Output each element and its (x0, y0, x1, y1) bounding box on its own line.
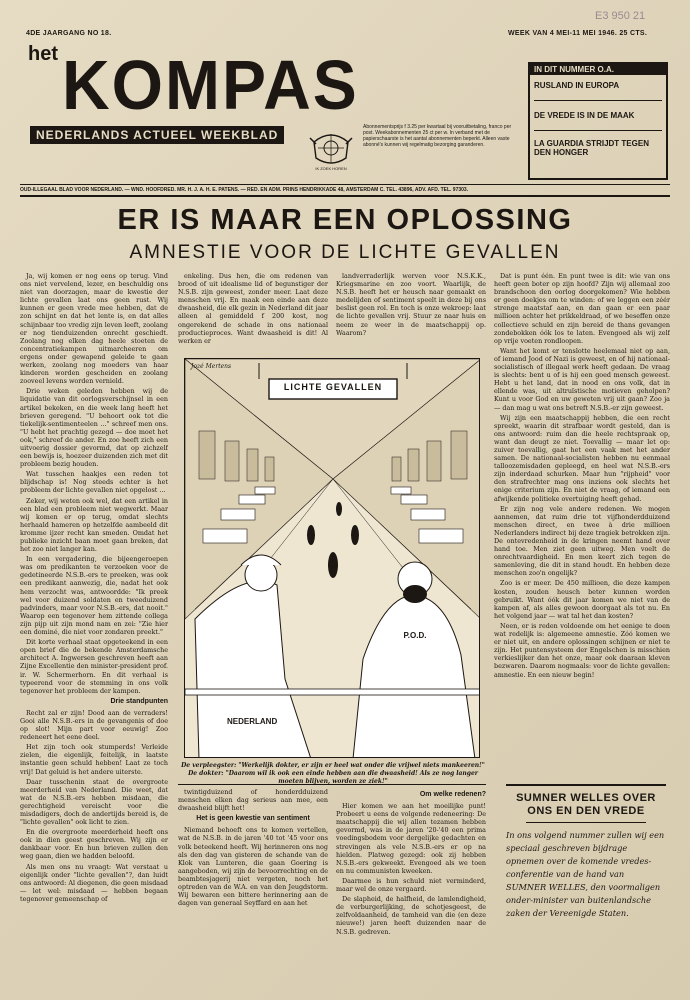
volume-number: 4DE JAARGANG NO 18. (26, 30, 112, 37)
masthead-het: het (28, 43, 58, 65)
crest-emblem (306, 124, 356, 170)
article-column-3-bottom: Om welke redenen? Hier komen we aan het moeilijke punt! Probeert u eens de volgende redeneering: De maatschappij die wij allen tezamen hebben gevormd, was in de jaren '20-'40 een prima voedingsbodem voor dergelijke gedachten en strevingen als vele N.S.B.-ers er op na hielden. Platweg gezegd: ook zij hebben N.S.B.-ers gekweekt. Evengoed als we toen en nu communisten kweeken. Daarmee is hun schuld niet verminderd, maar wel de onze vergaard. De slapheid, de halfheid, de lamlendigheid, de verburgerlijking, de schotjesgeest, de zelfvoldaanheid, de tamheid van die (en deze nieuwe!) jaren heeft duizenden naar de N.S.B. gedreven. (336, 791, 486, 936)
cartoon-caption: De verpleegster: "Werkelijk dokter, er zijn er heel wat onder die vrijwel niets mankeeren!" De dokter: "Daarom wil ik ook een einde hebben aan die dwaasheid! Als ze nog langer moeten blijven, worden ze ziek!" (181, 762, 485, 785)
in-this-issue-heading: IN DIT NUMMER O.A. (530, 64, 666, 75)
article-column-3-top: landverraderlijk werven voor N.S.K.K., Kriegsmarine en zoo voort. Waarlijk, de N.S.B. heeft het er heusch naar gemaakt en medelijden of sentiment speelt in deze bij ons beslist geen rol. En toch is onze wekroep: laat de lichte gevallen vrij. Stuur ze naar huis en neem ze weer in de maatschappij op. Waarom? (336, 272, 486, 337)
subheadline: AMNESTIE VOOR DE LICHTE GEVALLEN (129, 242, 561, 263)
crest-motto: IK ZOEK HOREN (315, 166, 347, 171)
sumner-text: In ons volgend nummer zullen wij een speciaal geschreven bijdrage opnemen over de komende vredes-conferentie van de hand van SUMNER WELLES, den voormaligen onder-minister van buitenlandsche zaken der Vereenigde Staten. (506, 830, 665, 918)
cartoon-sign: LICHTE GEVALLEN (283, 382, 383, 392)
cartoon-artist: Jozé Mertens (191, 363, 232, 370)
headline: ER IS MAAR EEN OPLOSSING (117, 204, 573, 236)
section-heading: Om welke redenen? (419, 791, 486, 798)
section-heading: Drie standpunten (110, 697, 168, 705)
sumner-heading: ONS EN DEN VREDE (527, 805, 645, 817)
article-column-2-bottom: twintigduizend of honderdduizend menschen elken dag serieus aan mee, een dwaasheid blijft het! Het is geen kwestie van sentiment Niemand behoeft ons te komen vertellen, wat de N.S.B. in de jaren '40 tot '45 voor ons volk beteekend heeft. Wij herinneren ons nog als den dag van gisteren de schande van de Klok van Lunteren, die gaan Goering is aangeboden, wij zijn de bevoorrechting en de beambtesjagerij niet vergeten, noch het optreden van de W.A. en van den Jeugdstorm. Wij bewaren een bittere herinnering aan de dagen van generaal Seyffard en aan het (178, 788, 328, 908)
issue-item: LA GUARDIA STRIJDT TEGEN DEN HONGER (534, 139, 649, 157)
date-price: WEEK VAN 4 MEI-11 MEI 1946. 25 CTS. (508, 30, 648, 37)
cartoon (184, 358, 480, 758)
archive-mark: E3 950 21 (595, 10, 646, 22)
issue-item: RUSLAND IN EUROPA (534, 81, 620, 90)
masthead-subtitle: NEDERLANDS ACTUEEL WEEKBLAD (30, 126, 284, 144)
sumner-welles-notice (506, 784, 666, 984)
cartoon-illustration (185, 359, 480, 758)
nurse-label: NEDERLAND (227, 717, 278, 726)
article-column-2-top: enkeling. Dus hen, die om redenen van brood of uit idealisme lid of begunstiger der N.S.B. zijn geweest, zonder meer. Laat deze menschen vrij. En maak een einde aan deze dwaasheid, die elk gezin in Nederland dit jaar alleen al gemiddeld f 200 kost, nog ongerekend de schade in ons nationaal productieproces. Want dwaasheid is dit! Al werken er (178, 272, 328, 345)
masthead-title: KOMPAS (62, 46, 359, 124)
caption-rule (178, 784, 486, 785)
article-column-1: Ja, wij komen er nog eens op terug. Vind ons niet vervelend, lezer, en beschuldig ons niet van doorzagen, maar de kwestie der lichte gevallen laat ons geen rust. Wij kunnen er geen vrede mee hebben, dat de zon schijnt en dat het lente is, en dat alles schijnbaar too vredig zijn leven leeft, zoolang er nog tienduizenden onrecht geschiedt. Zoolang nog elken dag heele stoeten de concentratiekampen uitmarcheeren om ergens onder gewapend geleide te gaan werken, zoolang nog moeders van haar kinderen worden gescheiden en zoolang zooveel levens worden vernield. Drie weken geleden hebben wij de liquidatie van dit oorlogsverschijnsel in een artikel bekeken, en die week lang heeft het brieven geregend. "U behoort ook tot die tiekelijk-sentimenteelen ..." schreef men ons. "U hebt het prachtig gezegd — doe moet het ook," schreef de ander. En zoo heeft zich een uitvoerig dossier gevormd, dat op zichzelf een bewijs is, hoezeer duizenden zich met dit probleem bezig houden. Wat tusschen haakjes een reden tot blijdschap is! Nog steeds echter is het probleem der lichte gevallen niet opgelost ... Zeker, wij weten ook wel, dat een artikel in een blad een probleem niet wegwerkt. Maar wij komen er op terug, omdat slechts herhaald hameren op hetzelfde aambeeld dit kromme ijzer recht kan smeden. Omdat het publieke inzicht baan moet gaan breken, dat het zoo niet langer kan. In een vergadering, die bijeengeroepen was om predikanten te verzoeken voor de gedetineerde N.S.B.-ers te preeken, was ook een predikant aanwezig, die, nadat het ook hem verzocht was, antwoordde: "Ik preek wel voor duizend soldaten en tweeduizend padvinders, maar voor N.S.B.-ers, dat nooit." Waarop een tegenover hem zittende collega zijn pijp uit zijn mond nam en zei: "Zie hier een dominé, die niet voor zondaren preekt." Dit korte verhaal staat opgeteekend in een open brief die de bekende Amsterdamsche architect A. Ingwersen geschreven heeft aan Zijne Excellentie den minister-president prof. ir. W. Schermerhorn. En dit verhaal is typeerend voor de stemming in ons volk tegenover het probleem der kampen. Drie standpunten Recht zal er zijn! Dood aan de verraders! Gooi alle N.S.B.-ers in de gevangenis of doe op slot! Mijn part voor eeuwig! Zoo redeneert het eene deel. Het zijn toch ook stumperds! Verleide zielen, die eigenlijk, feitelijk, in laatste instantie geen schuld hebben! Laat ze toch vrij! Dat geluid is het andere uiterste. Daar tusschenin staat de overgroote meerderheid van Nederland. Die weet, dat wat de N.S.B.-ers hebben misdaan, die gerechtigheid vereischt voor die misdadigers, doch de andertijds bereid is, de "lichte gevallen" ook licht te zien. En die overgroote meerderheid heeft ons ook in dien geest geschreven. Wij zijn er dankbaar voor. En hun brieven zullen den weg gaan, dien we hadden beloofd. Als men ons nu vraagt: Wat verstaat u eigenlijk onder "lichte gevallen"?, dan luidt ons antwoord: Al diegenen, die geen misdaad — let wel: misdaad — hebben begaan tegenover gemeenschap of (20, 272, 168, 903)
doctor-label: P.O.D. (403, 631, 427, 640)
editorial-line: OUD-ILLEGAAL BLAD VOOR NEDERLAND. — WND. HOOFDRED. MR. H. J. A. H. E. PATENS. — RED. EN ADM. PRINS HENDRIKKADE 48, AMSTERDAM C. TEL. 43896, ADV. AFD. TEL. 97303. (20, 184, 670, 197)
issue-item: DE VREDE IS IN DE MAAK (534, 111, 635, 120)
subscription-note: Abonnementsprijs f 3.25 per kwartaal bij vooruitbetaling, franco per post. Weekabonnementen 25 ct per w. In verband met de papierschaarste is het aantal abonnementen beperkt. Alleen vaste abonné's kunnen wij regelmatig bezorging garanderen. (363, 124, 512, 148)
sumner-heading: SUMNER WELLES OVER (516, 792, 656, 804)
in-this-issue-box (528, 62, 668, 180)
crest-icon (306, 124, 356, 170)
section-heading: Het is geen kwestie van sentiment (196, 815, 310, 823)
article-column-4: Dat is punt één. En punt twee is dit: wie van ons heeft geen boter op zijn hoofd? Zijn wij allemaal zoo brandschoon den oorlog doorgekomen? Wie hebben er geen doekjes om te winden: of we leggen een zéér strenge maatstaf aan, en dan gaan er een paar millioen achter het prikkeldraad, of we beseffen onze collectieve schuld en zijn bereid de thans gevangen zondebokken óók los te laten. Evengoed als wij zelf op vrije voeten rondloopen. Want het komt er tenslotte heelemaal niet op aan, of iemand Jood of Nazi is geweest, en of hij nationaal-socialistisch of illegaal werk heeft gedaan. De vraag is slechts: bent u of is hij een goed mensch geweest. Hebt u het land, dat in nood en ons volk, dat in ellende was, uit altruïstische motieven geholpen? Kunt u voor God en uw geweten vrij uit gaan? Zoo ja — dan mag u wat ons betreft N.S.B.-er zijn geweest. Wij zijn een maatschappij hebben, die een recht spreekt, waarin dit strafbaar wordt gesteld, dan is ons antwoord: ruim dan die heele rechtspraak op, want dan deugt ze niet. Toevallig — maar let op: zuiver toevallig, gaat het een vaak met het ander samen. De nationaal-socialisten hebben nu eenmaal talloozemisdaden gepleegd, en heel wat N.S.B.-ers zijn inderdaad schurken. Maar hun "rijpheid" voor den strafrechter mag ons inziens ook slechts het enige criterium zijn. En niet de vraag, of iemand een afwijkende politieke overtuiging heeft gehad. Er zijn nog vele andere redenen. We mogen aannemen, dat ruim drie tot vijfhonderdduizend menschen direct, en twee à drie millioen Nederlanders indirect bij deze tragiek betrokken zijn. De ontevredenheid in de kringen neemt hand over hand toe. Men ziet geen uitweg. Men voelt de onrechtvaardigheid. En men keert zich tegen de samenleving, die dit in stand houdt. En hebben deze menschen zoo'n ongelijk? Zoo is er meer. De 450 millioen, die deze kampen kosten, zouden heusch beter kunnen worden gebruikt. Want óók dit jaar komen we niet van de kampen af, als alles gewoon doorgaat als tot nu. En het volgend jaar — wat tal het dan kosten? Neen, er is reden voldoende om het eenige te doen wat redelijk is: algemeene amnestie. Zóó komen we er niet uit, en andere oplossingen schijnen er niet te zijn. Het puntensysteem der Engelschen is misschien verkieslijker dan het onze, maar ook daaraan kleven bezwaren. Daarom nogmaals: voor de lichte gevallen: amnestie. En een nieuw begin! (494, 272, 670, 679)
